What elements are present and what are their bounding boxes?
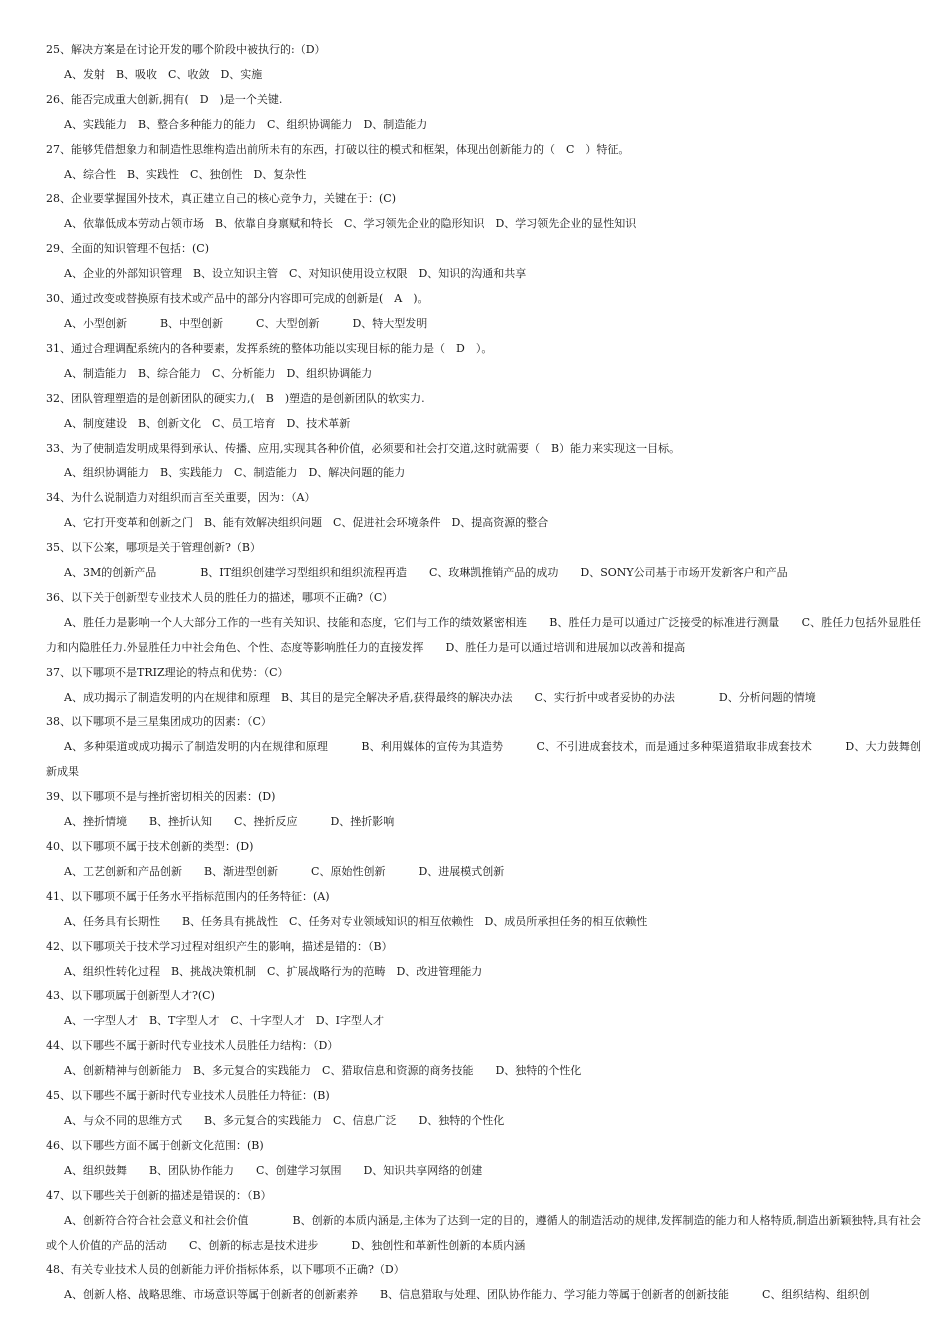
question-text: 35、以下公案，哪项是关于管理创新?（B） [46, 541, 261, 555]
answer-options: A、综合性 B、实践性 C、独创性 D、复杂性 [64, 167, 307, 181]
question-text: 29、全面的知识管理不包括：(C) [46, 242, 209, 256]
question-text: 37、以下哪项不是TRIZ理论的特点和优势：（C） [46, 665, 289, 679]
question-text: 42、以下哪项关于技术学习过程对组织产生的影响，描述是错的：（B） [46, 939, 393, 953]
answer-options: A、依靠低成本劳动占领市场 B、依靠自身禀赋和特长 C、学习领先企业的隐形知识 D、学习领先企业的显性知识 [64, 217, 637, 231]
question-text: 44、以下哪些不属于新时代专业技术人员胜任力结构：（D） [46, 1039, 339, 1053]
question-text: 34、为什么说制造力对组织而言至关重要，因为：（A） [46, 491, 316, 505]
answer-options: A、成功揭示了制造发明的内在规律和原理 B、其目的是完全解决矛盾,获得最终的解决办法 C、实行折中或者妥协的办法 D、分析问题的情境 [64, 690, 816, 704]
answer-options: A、3M的创新产品 B、IT组织创建学习型组织和组织流程再造 C、玫琳凯推销产品的成功 D、SONY公司基于市场开发新客户和产品 [64, 566, 788, 580]
question-text: 28、企业要掌握国外技术，真正建立自己的核心竞争力，关键在于：(C) [46, 192, 396, 206]
answer-options: A、制造能力 B、综合能力 C、分析能力 D、组织协调能力 [64, 366, 373, 380]
question-text: 45、以下哪些不属于新时代专业技术人员胜任力特征：(B) [46, 1089, 330, 1103]
answer-options: A、它打开变革和创新之门 B、能有效解决组织问题 C、促进社会环境条件 D、提高资源的整合 [64, 516, 549, 530]
answer-options: A、实践能力 B、整合多种能力的能力 C、组织协调能力 D、制造能力 [64, 117, 428, 131]
question-text: 39、以下哪项不是与挫折密切相关的因素：(D) [46, 790, 276, 804]
answer-options: A、胜任力是影响一个人大部分工作的一些有关知识、技能和态度，它们与工作的绩效紧密相连 B、胜任力是可以通过广泛接受的标准进行测量 C、胜任力包括外显胜任力和内隐胜任力.外显胜任力中社会角色、个性、态度等影响胜任力的直接发挥 D、胜任力是可以通过培训和进展加以改善和提高 [46, 615, 921, 654]
answer-options: A、一字型人才 B、T字型人才 C、十字型人才 D、I字型人才 [64, 1014, 384, 1028]
answer-options: A、多种渠道或成功揭示了制造发明的内在规律和原理 B、利用媒体的宣传为其造势 C、不引进成套技术，而是通过多种渠道猎取非成套技术 D、大力鼓舞创新成果 [46, 740, 921, 779]
question-text: 26、能否完成重大创新,拥有( D )是一个关键. [46, 92, 283, 106]
question-text: 36、以下关于创新型专业技术人员的胜任力的描述，哪项不正确?（C） [46, 590, 394, 604]
question-text: 40、以下哪项不属于技术创新的类型：(D) [46, 840, 254, 853]
question-text: 41、以下哪项不属于任务水平指标范围内的任务特征：(A) [46, 889, 330, 903]
answer-options: A、小型创新 B、中型创新 C、大型创新 D、特大型发明 [64, 316, 428, 330]
answer-options: A、创新符合符合社会意义和社会价值 B、创新的本质内涵是,主体为了达到一定的目的，遵循人的制造活动的规律,发挥制造的能力和人格特质,制造出新颖独特,具有社会或个人价值的产品的活动 C、创新的标志是技术进步 D、独创性和革新性创新的本质内涵 [46, 1213, 921, 1252]
answer-options: A、制度建设 B、创新文化 C、员工培育 D、技术革新 [64, 416, 351, 430]
answer-options: A、组织鼓舞 B、团队协作能力 C、创建学习氛围 D、知识共享网络的创建 [64, 1163, 483, 1177]
question-text: 43、以下哪项属于创新型人才?(C) [46, 989, 215, 1003]
answer-options: A、发射 B、吸收 C、收敛 D、实施 [64, 67, 263, 81]
question-text: 25、解决方案是在讨论开发的哪个阶段中被执行的:（D） [46, 43, 326, 56]
answer-options: A、与众不同的思维方式 B、多元复合的实践能力 C、信息广泛 D、独特的个性化 [64, 1113, 505, 1127]
question-text: 38、以下哪项不是三星集团成功的因素：（C） [46, 715, 272, 729]
exam-question-list [46, 38, 921, 1308]
answer-options: A、组织性转化过程 B、挑战决策机制 C、扩展战略行为的范畴 D、改进管理能力 [64, 964, 483, 978]
question-text: 31、通过合理调配系统内的各种要素，发挥系统的整体功能以实现目标的能力是（ D ）。 [46, 341, 493, 355]
answer-options: A、企业的外部知识管理 B、设立知识主管 C、对知识使用设立权限 D、知识的沟通和共享 [64, 267, 527, 281]
answer-options: A、工艺创新和产品创新 B、渐进型创新 C、原始性创新 D、进展模式创新 [64, 864, 505, 878]
question-text: 47、以下哪些关于创新的描述是错误的：（B） [46, 1188, 272, 1202]
answer-options: A、创新精神与创新能力 B、多元复合的实践能力 C、猎取信息和资源的商务技能 D、独特的个性化 [64, 1064, 582, 1078]
answer-options: A、组织协调能力 B、实践能力 C、制造能力 D、解决问题的能力 [64, 466, 406, 480]
question-text: 30、通过改变或替换原有技术或产品中的部分内容即可完成的创新是( A )。 [46, 292, 429, 306]
question-text: 46、以下哪些方面不属于创新文化范围：(B) [46, 1138, 264, 1152]
answer-options: A、挫折情境 B、挫折认知 C、挫折反应 D、挫折影响 [64, 815, 395, 829]
answer-options: A、创新人格、战略思维、市场意识等属于创新者的创新素养 B、信息猎取与处理、团队协作能力、学习能力等属于创新者的创新技能 C、组织结构、组织创 [64, 1288, 870, 1302]
question-text: 48、有关专业技术人员的创新能力评价指标体系，以下哪项不正确?（D） [46, 1263, 405, 1277]
answer-options: A、任务具有长期性 B、任务具有挑战性 C、任务对专业领域知识的相互依赖性 D、成员所承担任务的相互依赖性 [64, 914, 648, 928]
question-text: 33、为了使制造发明成果得到承认、传播、应用,实现其各种价值，必须要和社会打交道,这时就需要（ B）能力来实现这一目标。 [46, 441, 681, 455]
question-text: 32、团队管理塑造的是创新团队的硬实力,( B )塑造的是创新团队的软实力. [46, 391, 425, 405]
question-text: 27、能够凭借想象力和制造性思维构造出前所未有的东西，打破以往的模式和框架，体现出创新能力的（ C ）特征。 [46, 142, 630, 156]
